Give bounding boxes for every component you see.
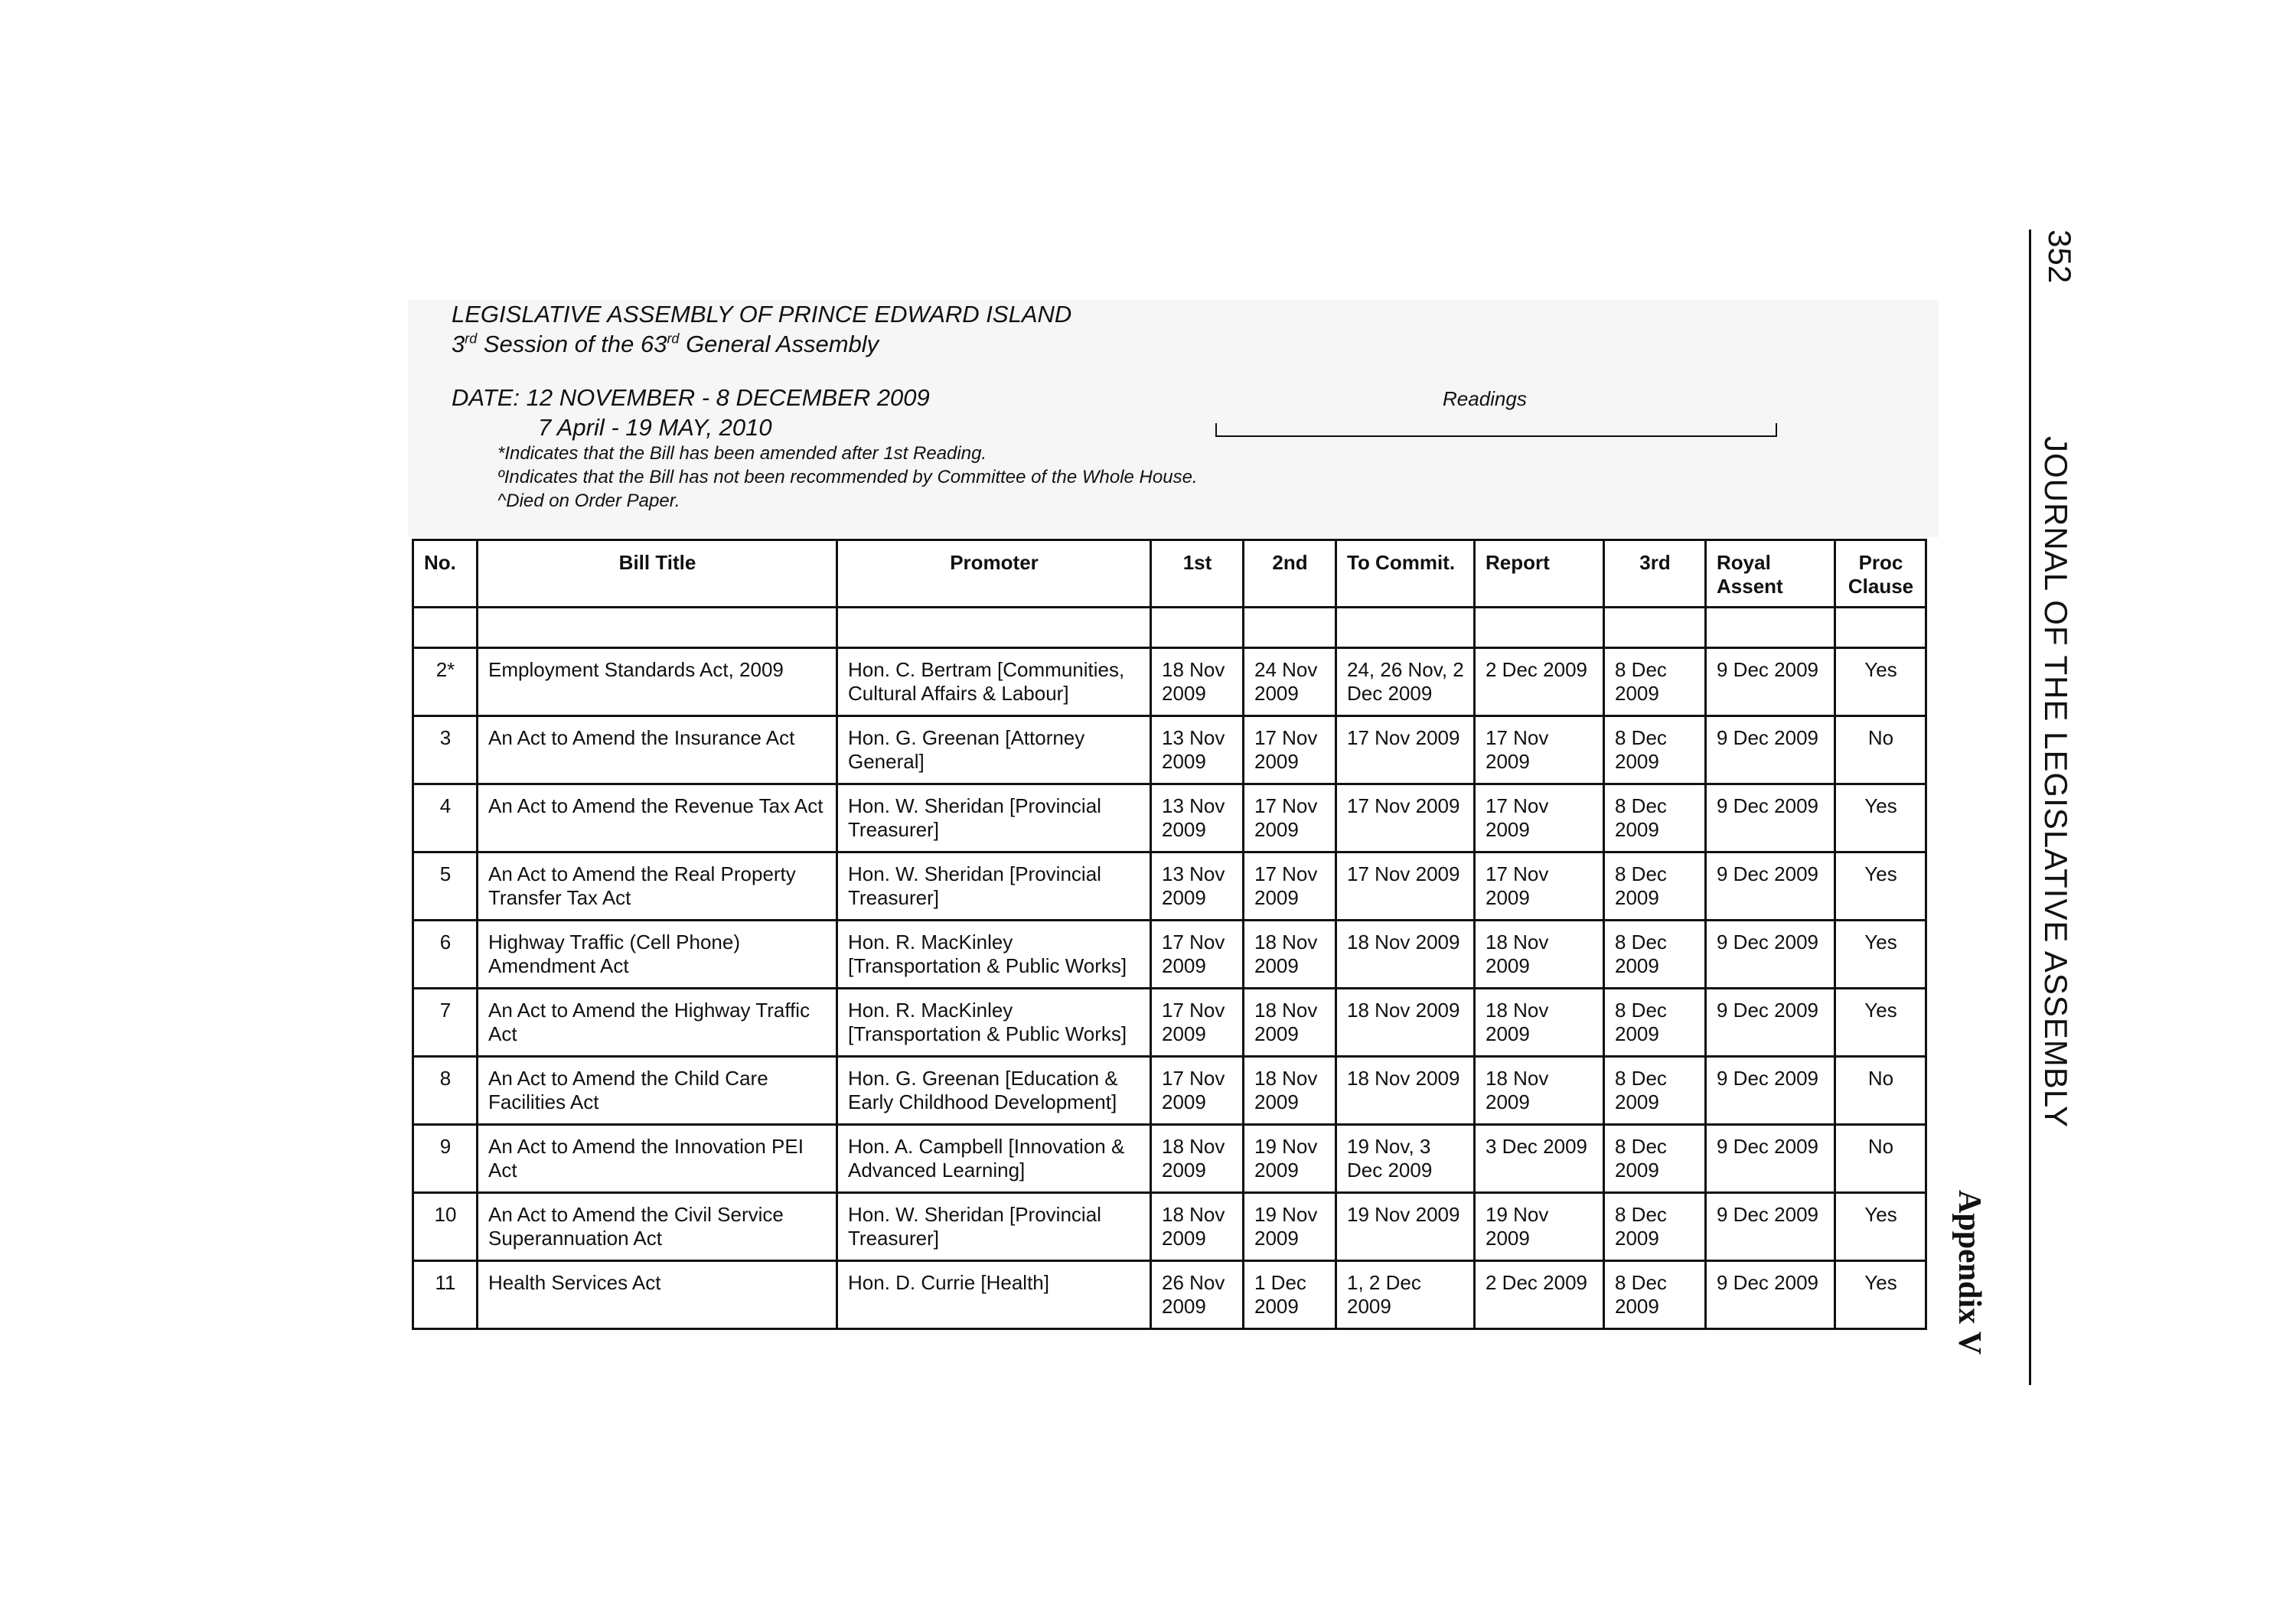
- cell-third: 8 Dec 2009: [1604, 1125, 1706, 1193]
- cell-assent: 9 Dec 2009: [1706, 1261, 1835, 1329]
- cell-second: 17 Nov 2009: [1244, 716, 1336, 784]
- cell-report: 3 Dec 2009: [1475, 1125, 1604, 1193]
- cell-commit: 19 Nov 2009: [1336, 1193, 1475, 1261]
- cell-assent: 9 Dec 2009: [1706, 852, 1835, 921]
- appendix-label: Appendix V: [1952, 1190, 1987, 1355]
- cell-title: An Act to Amend the Child Care Facilities Act: [478, 1057, 837, 1125]
- readings-label: Readings: [1443, 387, 1527, 410]
- cell-promoter: Hon. D. Currie [Health]: [837, 1261, 1151, 1329]
- cell-proc: Yes: [1835, 921, 1926, 989]
- cell-title: An Act to Amend the Real Property Transfer Tax Act: [478, 852, 837, 921]
- cell-commit: 18 Nov 2009: [1336, 921, 1475, 989]
- cell-first: 17 Nov 2009: [1151, 989, 1244, 1057]
- bills-table: [412, 539, 1927, 1330]
- cell-assent: 9 Dec 2009: [1706, 716, 1835, 784]
- cell-first: 17 Nov 2009: [1151, 1057, 1244, 1125]
- cell-promoter: Hon. R. MacKinley [Transportation & Public Works]: [837, 921, 1151, 989]
- cell-promoter: Hon. A. Campbell [Innovation & Advanced Learning]: [837, 1125, 1151, 1193]
- cell-first: 18 Nov 2009: [1151, 648, 1244, 716]
- column-header: Report: [1475, 540, 1604, 608]
- cell-third: 8 Dec 2009: [1604, 1057, 1706, 1125]
- cell-commit: 24, 26 Nov, 2 Dec 2009: [1336, 648, 1475, 716]
- column-header: 2nd: [1244, 540, 1336, 608]
- cell-title: An Act to Amend the Civil Service Superannuation Act: [478, 1193, 837, 1261]
- session-line: 3rd Session of the 63rd General Assembly: [452, 331, 879, 357]
- cell-third: 8 Dec 2009: [1604, 716, 1706, 784]
- cell-proc: Yes: [1835, 852, 1926, 921]
- cell-report: 18 Nov 2009: [1475, 921, 1604, 989]
- cell-report: 18 Nov 2009: [1475, 1057, 1604, 1125]
- cell-report: 2 Dec 2009: [1475, 1261, 1604, 1329]
- cell-report: 17 Nov 2009: [1475, 852, 1604, 921]
- note-died: ^Died on Order Paper.: [497, 491, 680, 511]
- table-row: [413, 1057, 1926, 1125]
- cell-no: 11: [413, 1261, 478, 1329]
- cell-report: 18 Nov 2009: [1475, 989, 1604, 1057]
- cell-third: 8 Dec 2009: [1604, 852, 1706, 921]
- cell-report: 2 Dec 2009: [1475, 648, 1604, 716]
- cell-proc: Yes: [1835, 648, 1926, 716]
- cell-proc: No: [1835, 1125, 1926, 1193]
- cell-title: Highway Traffic (Cell Phone) Amendment Act: [478, 921, 837, 989]
- column-header: To Commit.: [1336, 540, 1475, 608]
- cell-report: 17 Nov 2009: [1475, 784, 1604, 852]
- table-header-row: [413, 540, 1926, 608]
- cell-assent: 9 Dec 2009: [1706, 921, 1835, 989]
- cell-second: 17 Nov 2009: [1244, 784, 1336, 852]
- cell-proc: Yes: [1835, 1193, 1926, 1261]
- cell-title: An Act to Amend the Revenue Tax Act: [478, 784, 837, 852]
- cell-title: An Act to Amend the Innovation PEI Act: [478, 1125, 837, 1193]
- table-row: [413, 784, 1926, 852]
- column-header: Royal Assent: [1706, 540, 1835, 608]
- cell-second: 19 Nov 2009: [1244, 1125, 1336, 1193]
- cell-third: 8 Dec 2009: [1604, 989, 1706, 1057]
- table-row: [413, 1193, 1926, 1261]
- column-header: Proc Clause: [1835, 540, 1926, 608]
- cell-promoter: Hon. R. MacKinley [Transportation & Public Works]: [837, 989, 1151, 1057]
- cell-commit: 18 Nov 2009: [1336, 989, 1475, 1057]
- cell-third: 8 Dec 2009: [1604, 1261, 1706, 1329]
- cell-commit: 19 Nov, 3 Dec 2009: [1336, 1125, 1475, 1193]
- date-line-second: 7 April - 19 MAY, 2010: [538, 414, 772, 441]
- cell-no: 4: [413, 784, 478, 852]
- table-row: [413, 921, 1926, 989]
- table-row: [413, 648, 1926, 716]
- cell-second: 17 Nov 2009: [1244, 852, 1336, 921]
- cell-second: 18 Nov 2009: [1244, 989, 1336, 1057]
- column-header: 3rd: [1604, 540, 1706, 608]
- cell-assent: 9 Dec 2009: [1706, 1193, 1835, 1261]
- cell-no: 5: [413, 852, 478, 921]
- running-head-rule: [2029, 230, 2031, 1385]
- cell-assent: 9 Dec 2009: [1706, 784, 1835, 852]
- cell-title: Employment Standards Act, 2009: [478, 648, 837, 716]
- column-header: 1st: [1151, 540, 1244, 608]
- column-header: Bill Title: [478, 540, 837, 608]
- cell-promoter: Hon. W. Sheridan [Provincial Treasurer]: [837, 784, 1151, 852]
- cell-first: 26 Nov 2009: [1151, 1261, 1244, 1329]
- assembly-title: LEGISLATIVE ASSEMBLY OF PRINCE EDWARD ISLAND: [452, 301, 1072, 328]
- cell-third: 8 Dec 2009: [1604, 648, 1706, 716]
- cell-commit: 17 Nov 2009: [1336, 716, 1475, 784]
- cell-title: An Act to Amend the Insurance Act: [478, 716, 837, 784]
- note-not-recommended: ºIndicates that the Bill has not been recommended by Committee of the Whole House.: [497, 467, 1198, 487]
- empty-row: [413, 608, 1926, 648]
- cell-second: 19 Nov 2009: [1244, 1193, 1336, 1261]
- cell-proc: Yes: [1835, 1261, 1926, 1329]
- cell-proc: No: [1835, 1057, 1926, 1125]
- readings-bracket: [1215, 423, 1777, 437]
- table-row: [413, 989, 1926, 1057]
- cell-no: 10: [413, 1193, 478, 1261]
- cell-first: 13 Nov 2009: [1151, 784, 1244, 852]
- cell-first: 18 Nov 2009: [1151, 1125, 1244, 1193]
- cell-no: 9: [413, 1125, 478, 1193]
- page-number: 352: [2042, 230, 2078, 284]
- cell-promoter: Hon. W. Sheridan [Provincial Treasurer]: [837, 1193, 1151, 1261]
- cell-second: 18 Nov 2009: [1244, 1057, 1336, 1125]
- cell-no: 7: [413, 989, 478, 1057]
- cell-promoter: Hon. G. Greenan [Education & Early Childhood Development]: [837, 1057, 1151, 1125]
- cell-proc: Yes: [1835, 784, 1926, 852]
- cell-proc: Yes: [1835, 989, 1926, 1057]
- cell-assent: 9 Dec 2009: [1706, 648, 1835, 716]
- cell-first: 13 Nov 2009: [1151, 716, 1244, 784]
- cell-promoter: Hon. G. Greenan [Attorney General]: [837, 716, 1151, 784]
- cell-title: An Act to Amend the Highway Traffic Act: [478, 989, 837, 1057]
- cell-commit: 17 Nov 2009: [1336, 852, 1475, 921]
- cell-promoter: Hon. W. Sheridan [Provincial Treasurer]: [837, 852, 1151, 921]
- cell-third: 8 Dec 2009: [1604, 921, 1706, 989]
- column-header: Promoter: [837, 540, 1151, 608]
- date-line: DATE: 12 NOVEMBER - 8 DECEMBER 2009: [452, 384, 930, 411]
- cell-third: 8 Dec 2009: [1604, 1193, 1706, 1261]
- cell-no: 3: [413, 716, 478, 784]
- table-row: [413, 1125, 1926, 1193]
- cell-assent: 9 Dec 2009: [1706, 989, 1835, 1057]
- cell-no: 8: [413, 1057, 478, 1125]
- cell-assent: 9 Dec 2009: [1706, 1125, 1835, 1193]
- note-amended: *Indicates that the Bill has been amended after 1st Reading.: [497, 443, 987, 464]
- cell-no: 6: [413, 921, 478, 989]
- cell-commit: 18 Nov 2009: [1336, 1057, 1475, 1125]
- journal-title: JOURNAL OF THE LEGISLATIVE ASSEMBLY: [2038, 436, 2074, 1129]
- cell-proc: No: [1835, 716, 1926, 784]
- cell-assent: 9 Dec 2009: [1706, 1057, 1835, 1125]
- table-row: [413, 716, 1926, 784]
- cell-commit: 17 Nov 2009: [1336, 784, 1475, 852]
- cell-third: 8 Dec 2009: [1604, 784, 1706, 852]
- column-header: No.: [413, 540, 478, 608]
- table-row: [413, 1261, 1926, 1329]
- cell-title: Health Services Act: [478, 1261, 837, 1329]
- cell-commit: 1, 2 Dec 2009: [1336, 1261, 1475, 1329]
- table-row: [413, 852, 1926, 921]
- cell-report: 17 Nov 2009: [1475, 716, 1604, 784]
- cell-no: 2*: [413, 648, 478, 716]
- cell-report: 19 Nov 2009: [1475, 1193, 1604, 1261]
- cell-second: 18 Nov 2009: [1244, 921, 1336, 989]
- cell-first: 13 Nov 2009: [1151, 852, 1244, 921]
- cell-first: 17 Nov 2009: [1151, 921, 1244, 989]
- cell-second: 24 Nov 2009: [1244, 648, 1336, 716]
- cell-promoter: Hon. C. Bertram [Communities, Cultural Affairs & Labour]: [837, 648, 1151, 716]
- cell-second: 1 Dec 2009: [1244, 1261, 1336, 1329]
- cell-first: 18 Nov 2009: [1151, 1193, 1244, 1261]
